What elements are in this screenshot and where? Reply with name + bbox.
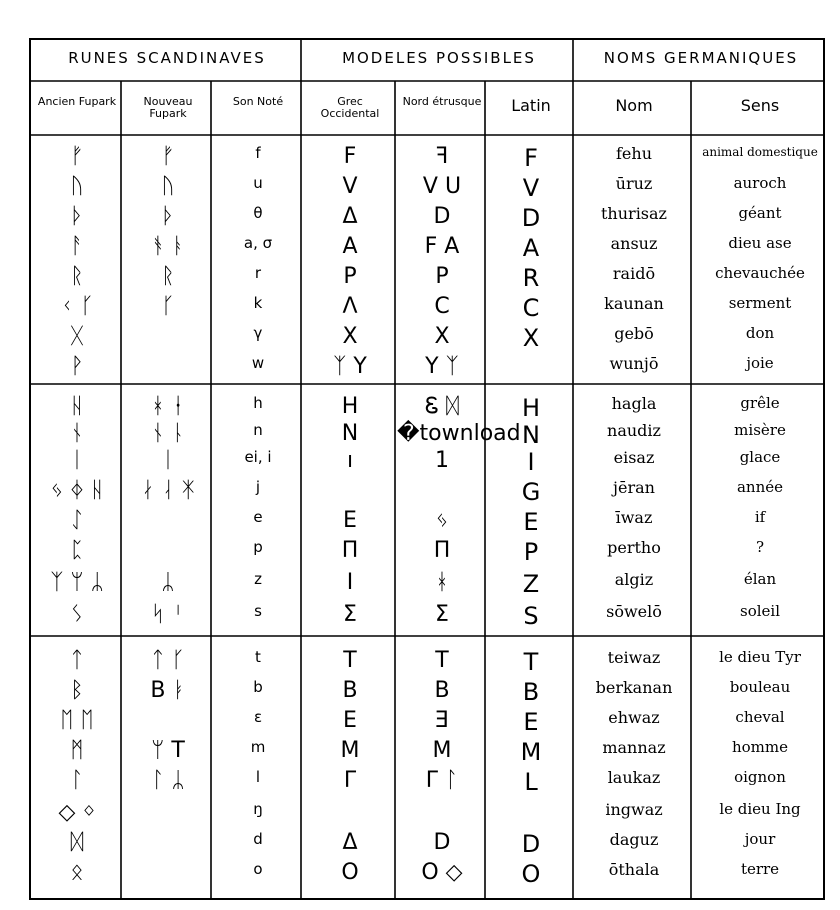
cell-latin: L — [524, 768, 538, 796]
cell-grec: ı — [346, 448, 354, 473]
cell-ancien: ᛁ — [70, 448, 84, 473]
cell-ancien: ᛉ ᛘ ᛦ — [50, 570, 104, 595]
cell-grec: Ϝ — [343, 144, 357, 169]
cell-latin: B — [522, 678, 540, 706]
cell-nom: ehwaz — [608, 708, 660, 727]
cell-latin: F — [524, 144, 538, 172]
cell-son: θ — [253, 204, 263, 222]
cell-sens: animal domestique — [702, 145, 818, 159]
cell-sens: glace — [739, 448, 781, 466]
cell-son: k — [253, 294, 263, 312]
cell-ancien: ᚢ — [70, 174, 84, 199]
cell-grec: Γ — [343, 768, 357, 793]
cell-nouveau: ᚬ ᚭ — [151, 234, 185, 259]
cell-latin: P — [523, 538, 539, 566]
cell-nord: Σ — [435, 602, 449, 627]
cell-nord: ꟻ — [435, 144, 449, 169]
cell-nouveau: ᚾ ᚿ — [151, 421, 185, 446]
cell-grec: O — [341, 860, 359, 885]
cell-nouveau: ᚱ — [161, 264, 175, 289]
cell-latin: Z — [522, 570, 540, 598]
cell-son: p — [253, 538, 263, 556]
cell-nom: sōwelō — [606, 602, 662, 621]
cell-nom: thurisaz — [601, 204, 667, 223]
cell-son: ε — [253, 708, 263, 726]
cell-grec: N — [341, 421, 359, 446]
cell-ancien: ᛏ — [70, 648, 84, 673]
cell-grec: Δ — [342, 204, 358, 229]
cell-ancien: ᛃ ᛄ ᚺ — [50, 478, 104, 503]
cell-nom: gebō — [614, 324, 654, 343]
cell-son: z — [254, 570, 262, 588]
cell-nom: daguz — [609, 830, 659, 849]
cell-sens: terre — [740, 860, 780, 878]
cell-sens: le dieu Tyr — [719, 648, 801, 666]
cell-ancien: ᛗ — [70, 738, 84, 763]
cell-nord: M — [432, 738, 452, 763]
cell-ancien: ᛟ — [70, 860, 84, 885]
cell-latin: N — [522, 421, 540, 449]
cell-nom: īwaz — [615, 508, 653, 527]
cell-son: w — [251, 354, 265, 372]
cell-son: u — [253, 174, 263, 192]
cell-nom: algiz — [614, 570, 654, 589]
cell-nord: 1 — [435, 448, 449, 473]
cell-nom: ūruz — [615, 174, 653, 193]
cell-nouveau: ᛅ ᛆ ᛡ — [141, 478, 195, 503]
cell-nord: O ◇ — [421, 860, 463, 885]
cell-nord: C — [434, 294, 450, 319]
cell-nord: ᛃ — [435, 508, 449, 533]
cell-son: a, σ — [243, 234, 273, 252]
cell-nom: kaunan — [604, 294, 664, 313]
cell-son: b — [253, 678, 263, 696]
cell-nord: B — [434, 678, 450, 703]
cell-latin: C — [522, 294, 540, 322]
cell-nom: pertho — [607, 538, 661, 557]
cell-latin: S — [523, 602, 539, 630]
cell-latin: R — [522, 264, 540, 292]
cell-nom: jēran — [613, 478, 655, 497]
cell-son: s — [254, 602, 262, 620]
cell-grec: Π — [341, 538, 359, 563]
cell-ancien: ᛞ — [70, 830, 84, 855]
cell-son: ŋ — [253, 800, 263, 818]
cell-son: r — [254, 264, 262, 282]
cell-grec: ᛉ Y — [333, 354, 367, 379]
cell-latin: T — [523, 648, 539, 676]
cell-son: h — [253, 394, 263, 412]
cell-grec: E — [343, 508, 357, 533]
cell-nord: Y ᛉ — [425, 354, 459, 379]
cell-nord: T — [435, 648, 449, 673]
col-header-grec: Grec Occidental — [320, 95, 380, 121]
col-header-ancien: Ancien Fupark — [37, 95, 117, 108]
cell-nord: Π — [433, 538, 451, 563]
rune-table — [29, 38, 825, 900]
header-noms-germaniques: NOMS GERMANIQUES — [603, 49, 799, 67]
cell-grec: M — [340, 738, 360, 763]
cell-latin: V — [522, 174, 540, 202]
cell-son: l — [255, 768, 261, 786]
cell-ancien: ◇ ᛜ — [58, 800, 96, 825]
cell-nom: mannaz — [602, 738, 666, 757]
col-header-son: Son Noté — [232, 95, 284, 108]
cell-nom: laukaz — [607, 768, 661, 787]
cell-nord: Γ ᛚ — [425, 768, 459, 793]
cell-nom: raidō — [612, 264, 656, 283]
cell-sens: bouleau — [729, 678, 791, 696]
cell-ancien: ᛒ — [70, 678, 84, 703]
cell-nom: ōthala — [608, 860, 660, 879]
cell-latin: H — [521, 394, 541, 422]
cell-sens: oignon — [734, 768, 786, 786]
cell-ancien: ᚹ — [70, 354, 84, 379]
cell-sens: homme — [731, 738, 788, 756]
cell-grec: I — [346, 570, 354, 595]
cell-latin: G — [521, 478, 541, 506]
cell-ancien: ᚾ — [70, 421, 84, 446]
cell-ancien: ᛖ ᛖ — [60, 708, 94, 733]
cell-nord: Ϝ A — [424, 234, 460, 259]
cell-ancien: ᛊ — [70, 602, 84, 627]
cell-sens: cheval — [735, 708, 785, 726]
cell-nouveau: ᚠ — [161, 144, 175, 169]
cell-latin: O — [521, 860, 541, 888]
cell-nouveau: ᛚ ᛦ — [151, 768, 185, 793]
cell-nouveau: ᛋ ᛌ — [151, 602, 185, 627]
cell-grec: Λ — [342, 294, 358, 319]
cell-son: t — [255, 648, 261, 666]
cell-ancien: ᛈ — [70, 538, 84, 563]
cell-ancien: ᛇ — [70, 508, 84, 533]
cell-sens: don — [745, 324, 775, 342]
cell-sens: auroch — [733, 174, 787, 192]
cell-nouveau: ᛁ — [161, 448, 175, 473]
header-modeles-possibles: MODELES POSSIBLES — [342, 49, 536, 67]
cell-ancien: ᚨ — [70, 234, 84, 259]
cell-ancien: ᚦ — [70, 204, 84, 229]
cell-son: f — [255, 144, 261, 162]
cell-sens: grêle — [740, 394, 780, 412]
cell-sens: dieu ase — [728, 234, 792, 252]
cell-nom: fehu — [616, 144, 652, 163]
cell-sens: élan — [743, 570, 777, 588]
cell-nord: ᚼ — [435, 570, 449, 595]
cell-nom: teiwaz — [607, 648, 661, 667]
cell-nouveau: ᛘ T — [151, 738, 185, 763]
cell-sens: géant — [738, 204, 782, 222]
cell-son: d — [253, 830, 263, 848]
cell-sens: année — [736, 478, 784, 496]
cell-latin: A — [522, 234, 540, 262]
cell-ancien: ᚱ — [70, 264, 84, 289]
cell-ancien: ᚲ ᚴ — [60, 294, 94, 319]
cell-grec: H — [341, 394, 359, 419]
cell-nord: Ꮛ ᛞ — [424, 394, 460, 419]
cell-latin: E — [523, 508, 539, 536]
cell-nouveau: ᛏ ᚴ — [151, 648, 185, 673]
cell-nom: hagla — [611, 394, 657, 413]
cell-sens: soleil — [740, 602, 780, 620]
cell-nord: �townload — [397, 421, 521, 446]
cell-son: o — [253, 860, 263, 878]
cell-nom: eisaz — [613, 448, 655, 467]
col-header-nom: Nom — [615, 96, 653, 115]
cell-ancien: ᚷ — [70, 324, 84, 349]
col-header-latin: Latin — [511, 96, 551, 115]
cell-sens: joie — [746, 354, 774, 372]
cell-nord: P — [435, 264, 449, 289]
cell-nouveau: ᚼ ᚽ — [151, 394, 185, 419]
cell-ancien: ᛚ — [70, 768, 84, 793]
cell-sens: chevauchée — [715, 264, 805, 282]
cell-nord: D — [433, 830, 451, 855]
header-runes-scandinaves: RUNES SCANDINAVES — [68, 49, 266, 67]
cell-grec: T — [343, 648, 357, 673]
cell-son: e — [253, 508, 263, 526]
cell-son: ei, i — [244, 448, 272, 466]
cell-latin: M — [520, 738, 542, 766]
cell-sens: serment — [728, 294, 792, 312]
cell-latin: D — [521, 204, 541, 232]
cell-grec: X — [342, 324, 358, 349]
cell-grec: Δ — [342, 830, 358, 855]
cell-nouveau: ᛦ — [161, 570, 175, 595]
cell-nord: Ǝ — [435, 708, 449, 733]
cell-son: γ — [253, 324, 263, 342]
col-header-nouveau: Nouveau Fupark — [143, 95, 193, 121]
cell-grec: V — [342, 174, 358, 199]
cell-grec: E — [343, 708, 357, 733]
cell-latin: I — [527, 448, 535, 476]
cell-nom: ansuz — [610, 234, 658, 253]
cell-latin: X — [522, 324, 540, 352]
cell-nouveau: ᚴ — [161, 294, 175, 319]
cell-grec: P — [343, 264, 357, 289]
cell-ancien: ᚺ — [70, 394, 84, 419]
cell-nord: D — [433, 204, 451, 229]
col-header-sens: Sens — [740, 96, 780, 115]
cell-sens: misère — [734, 421, 786, 439]
cell-nom: wunjō — [609, 354, 659, 373]
cell-ancien: ᚠ — [70, 144, 84, 169]
cell-nouveau: ᚢ — [161, 174, 175, 199]
cell-son: n — [253, 421, 263, 439]
cell-nord: V U — [422, 174, 462, 199]
cell-nouveau: ᚦ — [161, 204, 175, 229]
cell-nouveau: B ᛓ — [150, 678, 186, 703]
cell-latin: D — [521, 830, 541, 858]
cell-grec: Σ — [343, 602, 357, 627]
cell-nom: berkanan — [595, 678, 673, 697]
cell-nom: naudiz — [607, 421, 661, 440]
cell-sens: if — [754, 508, 766, 526]
cell-grec: A — [342, 234, 358, 259]
cell-sens: le dieu Ing — [719, 800, 801, 818]
col-header-nord: Nord étrusque — [402, 95, 482, 108]
cell-nom: ingwaz — [605, 800, 663, 819]
cell-nord: X — [434, 324, 450, 349]
cell-latin: E — [523, 708, 539, 736]
cell-son: j — [255, 478, 261, 496]
cell-son: m — [250, 738, 266, 756]
cell-sens: ? — [755, 538, 765, 556]
cell-grec: B — [342, 678, 358, 703]
cell-sens: jour — [744, 830, 776, 848]
